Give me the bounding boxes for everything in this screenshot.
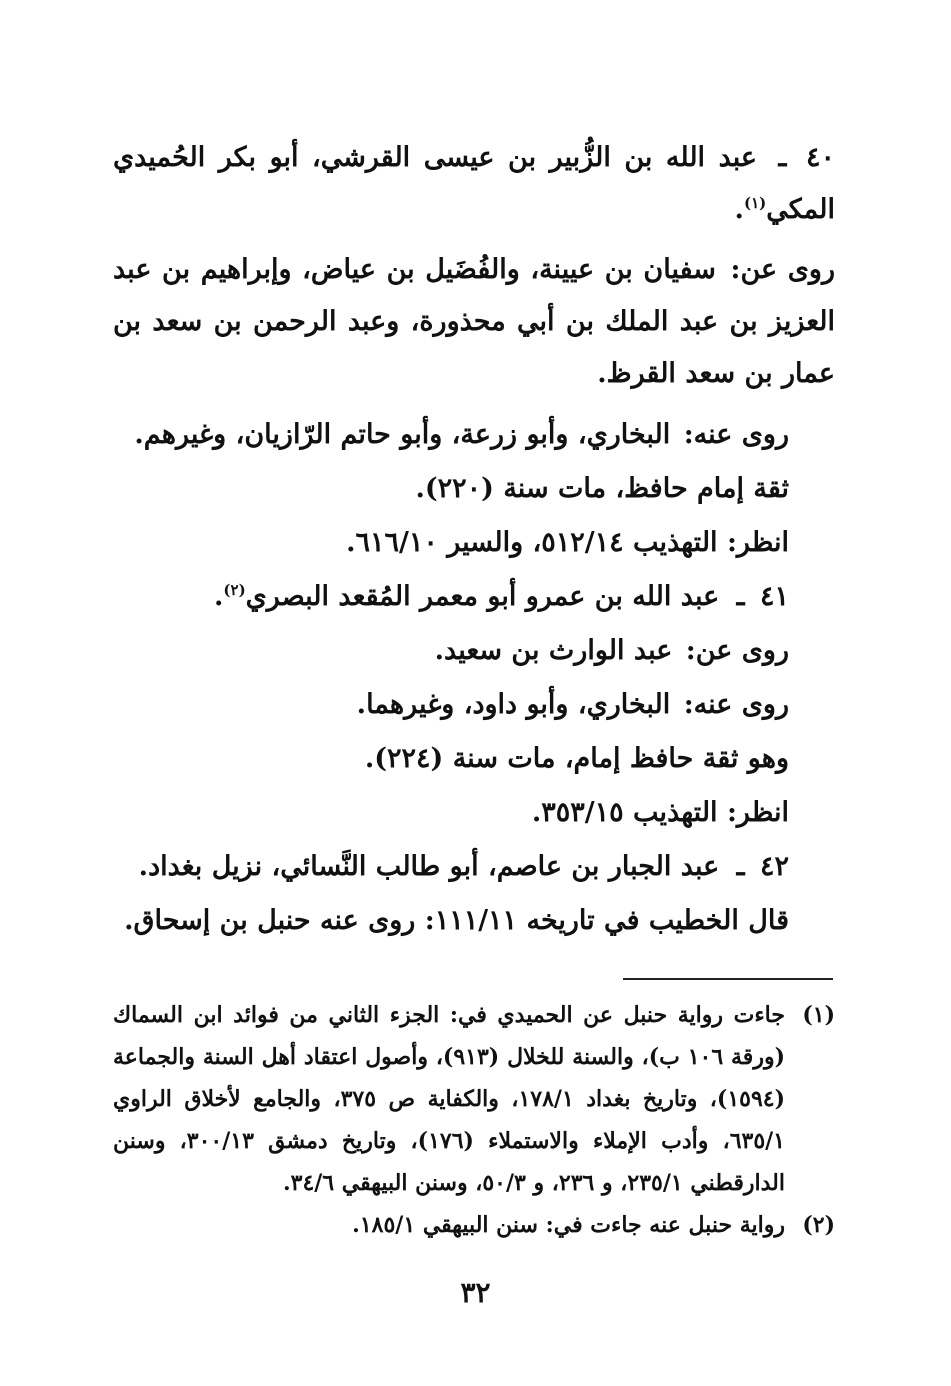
footnote-2 — [113, 1204, 835, 1246]
footnote-ref-1[interactable]: (١) — [743, 194, 767, 212]
entry-number: ٤٢ — [759, 851, 789, 882]
rawa-an-label: روى عن: — [730, 254, 835, 285]
entry-dash: ـ — [736, 851, 745, 882]
footnote-ref-2[interactable]: (٢) — [223, 581, 246, 599]
entry-title: عبد الله بن الزُّبير بن عيسى القرشي، أبو بكر الحُميدي المكي — [113, 142, 835, 225]
entry-41-rawa-an — [113, 624, 789, 678]
entry-end: . — [734, 194, 744, 225]
entry-title: عبد الجبار بن عاصم، أبو طالب النَّسائي، نزيل بغداد. — [138, 851, 720, 882]
rawa-anhu-label: روى عنه: — [683, 419, 789, 450]
entry-41-rawa-anhu — [113, 678, 789, 732]
rawa-anhu-text: البخاري، وأبو داود، وغيرهما. — [356, 689, 671, 720]
main-text — [113, 132, 835, 948]
entry-41-thiqa: وهو ثقة حافظ إمام، مات سنة (٢٢٤). — [364, 743, 789, 774]
footnote-separator — [623, 978, 833, 980]
entry-end: . — [213, 581, 224, 612]
rawa-anhu-text: البخاري، وأبو زرعة، وأبو حاتم الرّازيان، وغيرهم. — [134, 419, 671, 450]
footnote-number: (٢) — [802, 1212, 835, 1238]
entry-40-unzur: انظر: التهذيب ٥١٢/١٤، والسير ٦١٦/١٠. — [346, 527, 789, 558]
entry-title: عبد الله بن عمرو أبو معمر المُقعد البصري — [245, 581, 720, 612]
footnote-1 — [113, 994, 835, 1204]
rawa-an-text: عبد الوارث بن سعيد. — [434, 635, 673, 666]
footnote-text: رواية حنبل عنه جاءت في: سنن البيهقي ١٨٥/١. — [352, 1212, 785, 1238]
entry-dash: ـ — [778, 142, 787, 173]
footnote-number: (١) — [802, 1002, 835, 1028]
entry-40-thiqa: ثقة إمام حافظ، مات سنة (٢٢٠). — [415, 473, 789, 504]
entry-40-heading — [113, 132, 835, 236]
entry-40-rawa-anhu — [113, 408, 789, 462]
entry-42-qal: قال الخطيب في تاريخه ١١١/١١: روى عنه حنبل بن إسحاق. — [124, 905, 789, 936]
rawa-an-text: سفيان بن عيينة، والفُضَيل بن عياض، وإبراهيم بن عبد العزيز بن عبد الملك بن أبي محذورة، وعبد الرحمن بن سعد بن عمار بن سعد القرظ. — [113, 254, 835, 389]
rawa-an-label: روى عن: — [685, 635, 789, 666]
entry-40-rawa-an — [113, 244, 835, 400]
rawa-anhu-label: روى عنه: — [683, 689, 789, 720]
entry-41-heading — [113, 570, 789, 624]
entry-number: ٤١ — [759, 581, 789, 612]
entry-42-heading — [113, 840, 789, 894]
entry-number: ٤٠ — [805, 142, 835, 173]
footnotes — [113, 994, 835, 1246]
page-number: ٣٢ — [460, 1276, 491, 1309]
entry-41-unzur: انظر: التهذيب ٣٥٣/١٥. — [531, 797, 789, 828]
footnote-text: جاءت رواية حنبل عن الحميدي في: الجزء الثاني من فوائد ابن السماك (ورقة ١٠٦ ب)، والسنة للخلال (٩١٣)، وأصول اعتقاد أهل السنة والجماعة (١٥٩٤)، وتاريخ بغداد ١٧٨/١، والكفاية ص ٣٧٥، والجامع لأخلاق الراوي ٦٣٥/١، وأدب الإملاء والاستملاء (١٧٦)، وتاريخ دمشق ٣٠٠/١٣، وسنن الدارقطني ٢٣٥/١، و ٢٣٦، و ٥٠/٣، وسنن البيهقي ٣٤/٦. — [113, 1002, 785, 1196]
entry-dash: ـ — [736, 581, 745, 612]
